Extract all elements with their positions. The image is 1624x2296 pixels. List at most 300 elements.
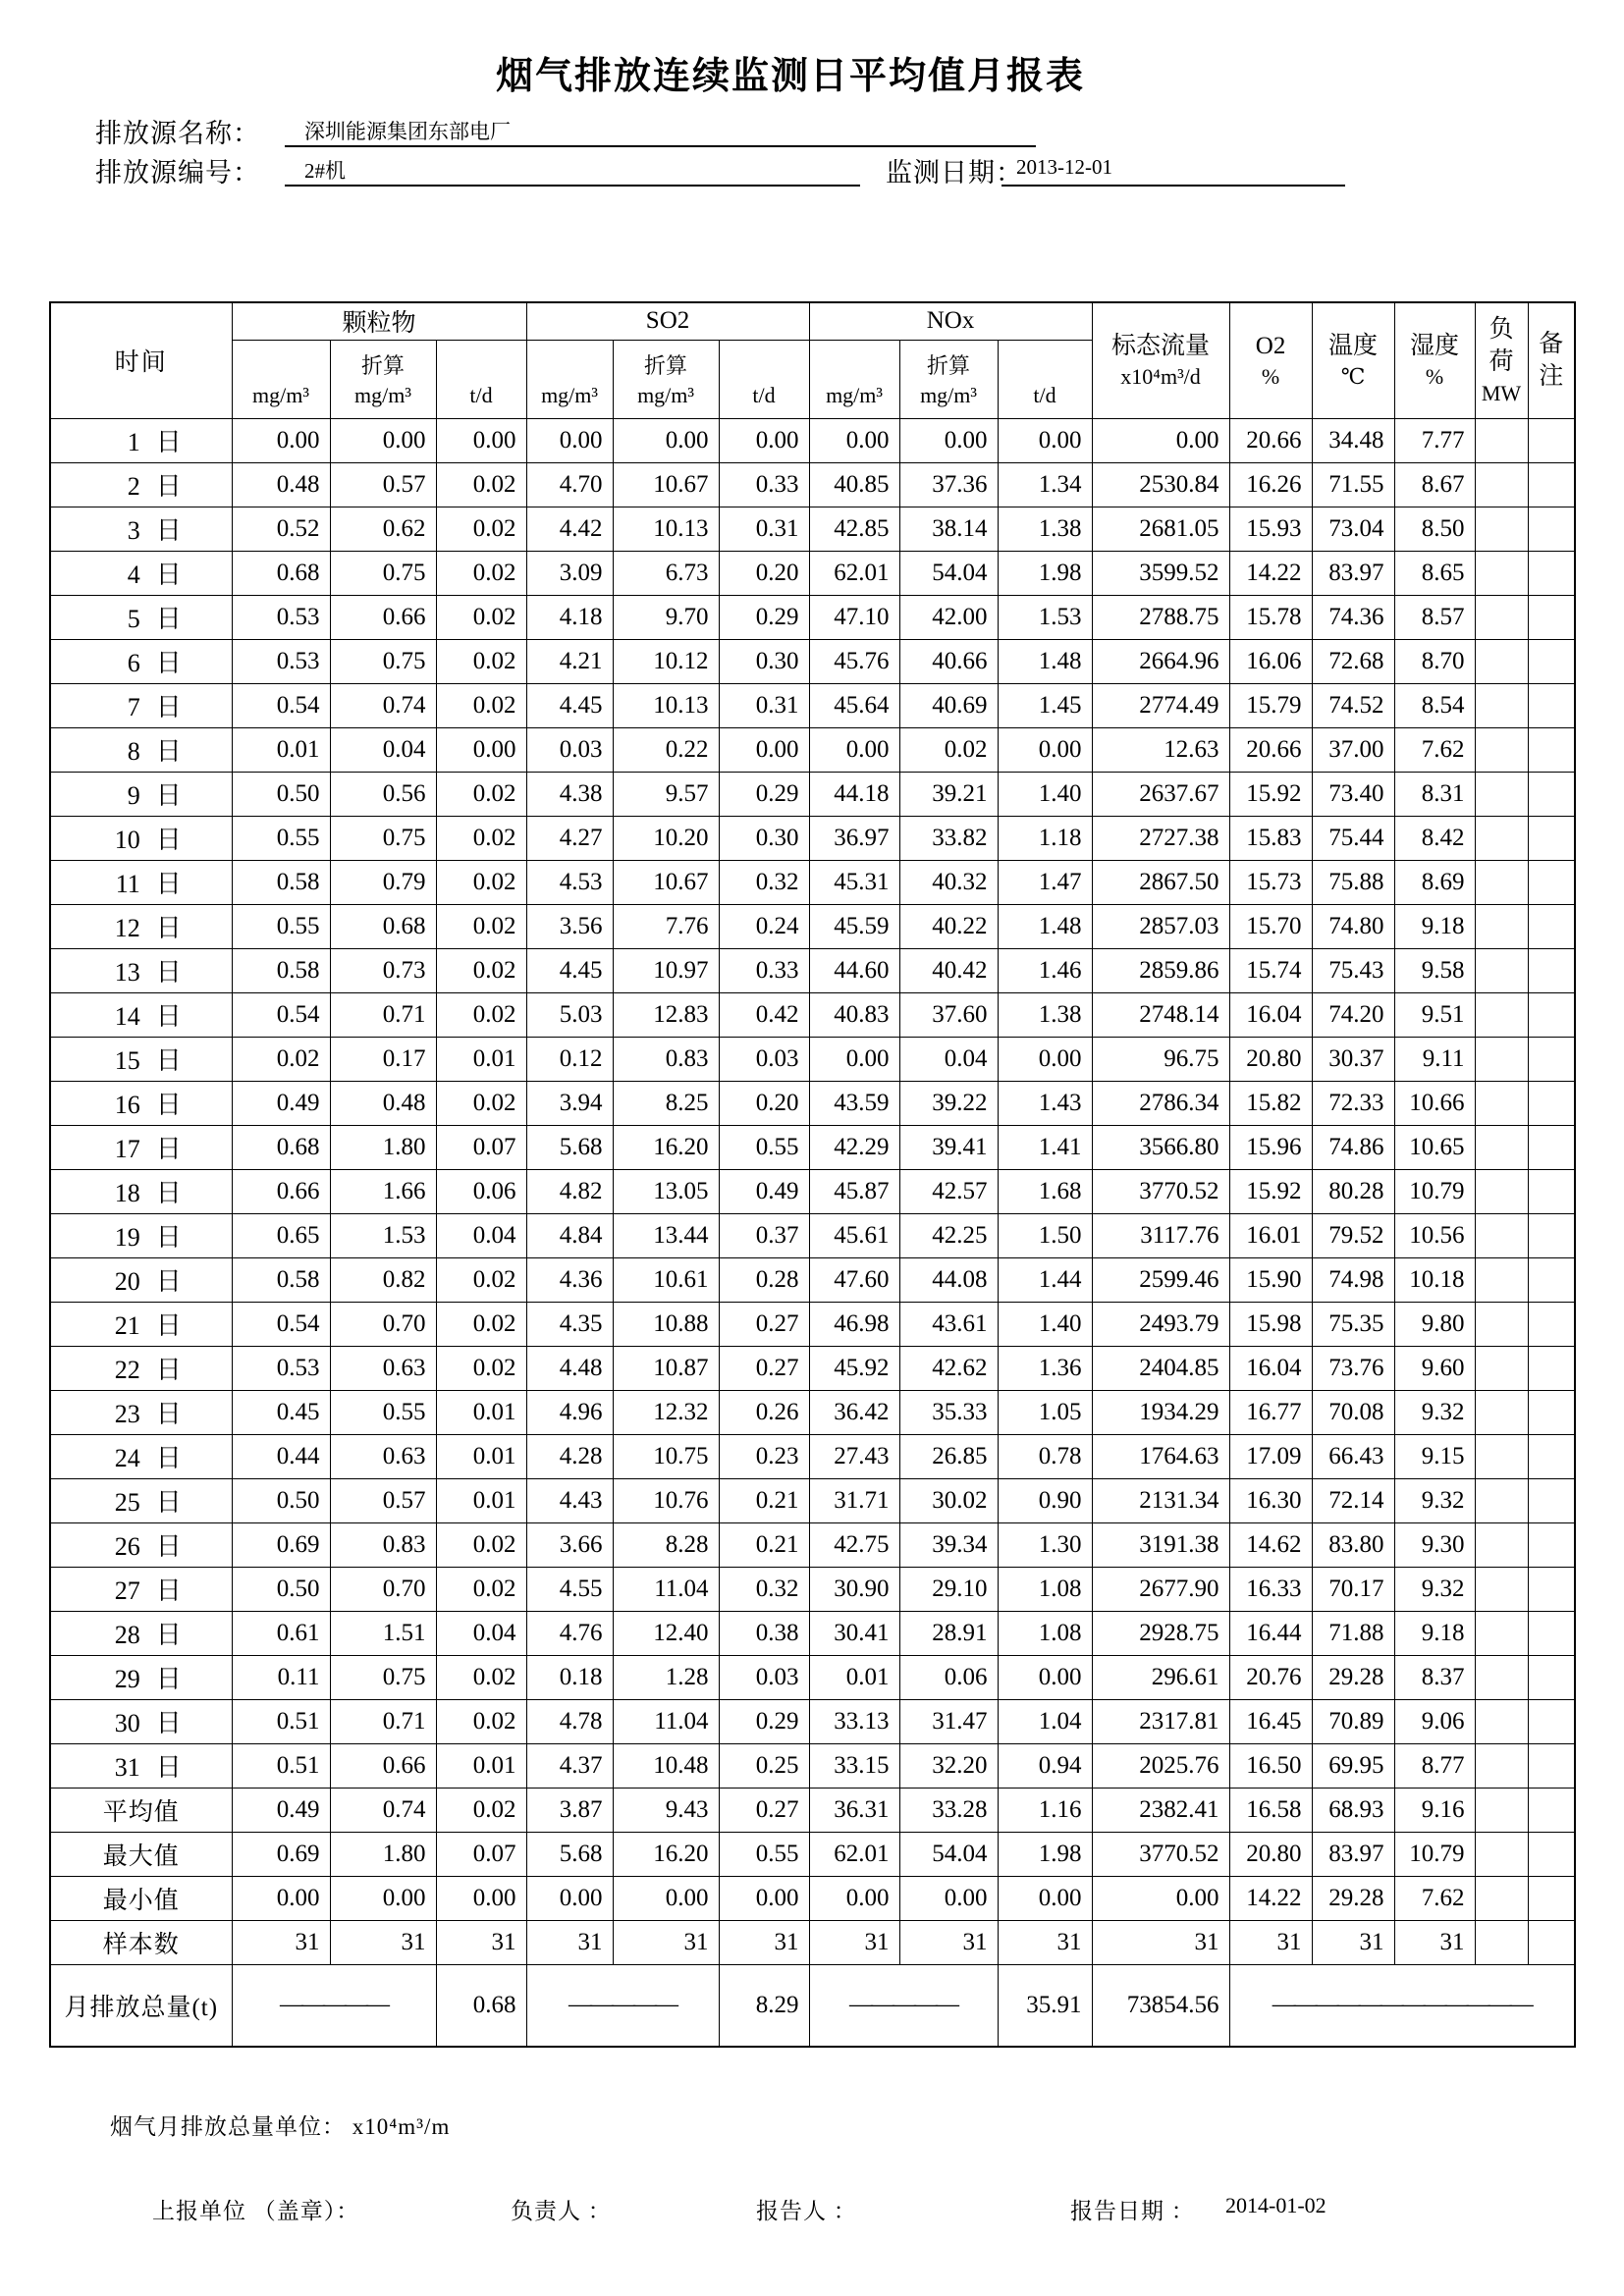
day-cell xyxy=(50,1611,232,1655)
day-number: 12 xyxy=(114,914,140,942)
day-number: 10 xyxy=(114,826,140,854)
remark-cell xyxy=(1528,595,1575,639)
value-cell: 20.80 xyxy=(1229,1832,1312,1876)
value-cell: 16.33 xyxy=(1229,1567,1312,1611)
load-cell xyxy=(1475,1390,1528,1434)
value-cell: 0.00 xyxy=(998,727,1092,772)
value-cell: 0.55 xyxy=(719,1832,809,1876)
value-cell: 10.12 xyxy=(613,639,719,683)
value-cell: 4.55 xyxy=(526,1567,613,1611)
day-suffix: 日 xyxy=(155,1311,182,1340)
load-cell xyxy=(1475,1434,1528,1478)
conv-unit: mg/m³ xyxy=(354,382,411,407)
value-cell: 0.49 xyxy=(719,1169,809,1213)
value-cell: 11.04 xyxy=(613,1699,719,1743)
value-cell: 0.00 xyxy=(809,1876,899,1920)
day-number: 23 xyxy=(114,1400,140,1428)
value-cell: 20.76 xyxy=(1229,1655,1312,1699)
value-cell: 73.04 xyxy=(1312,507,1394,551)
value-cell: 31 xyxy=(1394,1920,1475,1964)
value-cell: 70.17 xyxy=(1312,1567,1394,1611)
remark-cell xyxy=(1528,1434,1575,1478)
value-cell: 2928.75 xyxy=(1092,1611,1229,1655)
col-header-load xyxy=(1475,302,1528,418)
day-number: 27 xyxy=(114,1576,140,1605)
value-cell: 62.01 xyxy=(809,551,899,595)
value-cell: 0.65 xyxy=(232,1213,330,1257)
col-group-pm: 颗粒物 xyxy=(232,302,526,340)
value-cell: 66.43 xyxy=(1312,1434,1394,1478)
value-cell: 4.18 xyxy=(526,595,613,639)
value-cell: 1.47 xyxy=(998,860,1092,904)
remark-cell xyxy=(1528,992,1575,1037)
value-cell: 12.32 xyxy=(613,1390,719,1434)
day-cell xyxy=(50,1213,232,1257)
table-row xyxy=(50,1302,1575,1346)
value-cell: 0.68 xyxy=(232,1125,330,1169)
value-cell: 40.42 xyxy=(899,948,998,992)
value-cell: 0.58 xyxy=(232,860,330,904)
day-suffix: 日 xyxy=(155,1753,182,1782)
value-cell: 0.52 xyxy=(232,507,330,551)
value-cell: 0.70 xyxy=(330,1302,436,1346)
value-cell: 3191.38 xyxy=(1092,1522,1229,1567)
table-row xyxy=(50,948,1575,992)
day-cell xyxy=(50,1302,232,1346)
total-label: 月排放总量(t) xyxy=(50,1964,232,2047)
day-suffix: 日 xyxy=(155,1709,182,1737)
value-cell: 13.05 xyxy=(613,1169,719,1213)
value-cell: 31 xyxy=(899,1920,998,1964)
value-cell: 11.04 xyxy=(613,1567,719,1611)
conv-label: 折算 xyxy=(360,353,405,379)
value-cell: 39.34 xyxy=(899,1522,998,1567)
value-cell: 0.53 xyxy=(232,639,330,683)
value-cell: 0.53 xyxy=(232,1346,330,1390)
day-cell xyxy=(50,1257,232,1302)
value-cell: 8.67 xyxy=(1394,462,1475,507)
value-cell: 0.02 xyxy=(436,816,526,860)
value-cell: 4.37 xyxy=(526,1743,613,1788)
table-row xyxy=(50,1743,1575,1788)
value-cell: 0.66 xyxy=(330,595,436,639)
value-cell: 38.14 xyxy=(899,507,998,551)
table-row xyxy=(50,683,1575,727)
value-cell: 0.00 xyxy=(998,418,1092,462)
value-cell: 0.30 xyxy=(719,639,809,683)
remark-cell xyxy=(1528,683,1575,727)
value-cell: 0.00 xyxy=(719,1876,809,1920)
value-cell: 0.63 xyxy=(330,1346,436,1390)
value-cell: 8.70 xyxy=(1394,639,1475,683)
value-cell: 83.80 xyxy=(1312,1522,1394,1567)
value-cell: 42.85 xyxy=(809,507,899,551)
table-row xyxy=(50,992,1575,1037)
value-cell: 8.31 xyxy=(1394,772,1475,816)
value-cell: 9.70 xyxy=(613,595,719,639)
value-cell: 0.75 xyxy=(330,816,436,860)
day-suffix: 日 xyxy=(155,826,182,854)
value-cell: 20.80 xyxy=(1229,1037,1312,1081)
value-cell: 1.50 xyxy=(998,1213,1092,1257)
load-cell xyxy=(1475,1876,1528,1920)
value-cell: 42.57 xyxy=(899,1169,998,1213)
value-cell: 15.79 xyxy=(1229,683,1312,727)
value-cell: 1.80 xyxy=(330,1832,436,1876)
value-cell: 9.80 xyxy=(1394,1302,1475,1346)
day-suffix: 日 xyxy=(155,1444,182,1472)
day-cell xyxy=(50,1699,232,1743)
day-number: 13 xyxy=(114,958,140,987)
load-cell xyxy=(1475,948,1528,992)
value-cell: 7.62 xyxy=(1394,727,1475,772)
value-cell: 0.48 xyxy=(232,462,330,507)
value-cell: 0.03 xyxy=(719,1655,809,1699)
value-cell: 4.48 xyxy=(526,1346,613,1390)
day-cell xyxy=(50,551,232,595)
value-cell: 1.80 xyxy=(330,1125,436,1169)
table-row xyxy=(50,1390,1575,1434)
load-cell xyxy=(1475,1611,1528,1655)
value-cell: 1.38 xyxy=(998,507,1092,551)
value-cell: 0.75 xyxy=(330,639,436,683)
value-cell: 0.02 xyxy=(436,1081,526,1125)
day-number: 16 xyxy=(114,1091,140,1119)
table-row xyxy=(50,639,1575,683)
value-cell: 0.02 xyxy=(436,1346,526,1390)
day-number: 9 xyxy=(127,781,140,810)
load-cell xyxy=(1475,860,1528,904)
value-cell: 0.75 xyxy=(330,551,436,595)
table-body xyxy=(50,418,1575,2047)
value-cell: 2599.46 xyxy=(1092,1257,1229,1302)
table-row xyxy=(50,1788,1575,1832)
value-cell: 3566.80 xyxy=(1092,1125,1229,1169)
load-cell xyxy=(1475,1257,1528,1302)
table-row xyxy=(50,462,1575,507)
col-header-flow xyxy=(1092,302,1229,418)
day-cell xyxy=(50,639,232,683)
value-cell: 30.90 xyxy=(809,1567,899,1611)
value-cell: 13.44 xyxy=(613,1213,719,1257)
value-cell: 16.30 xyxy=(1229,1478,1312,1522)
value-cell: 15.82 xyxy=(1229,1081,1312,1125)
value-cell: 0.20 xyxy=(719,551,809,595)
value-cell: 68.93 xyxy=(1312,1788,1394,1832)
value-cell: 0.02 xyxy=(436,1302,526,1346)
table-row xyxy=(50,816,1575,860)
value-cell: 0.55 xyxy=(719,1125,809,1169)
value-cell: 0.04 xyxy=(330,727,436,772)
value-cell: 0.02 xyxy=(436,948,526,992)
value-cell: 15.83 xyxy=(1229,816,1312,860)
value-cell: 3.87 xyxy=(526,1788,613,1832)
value-cell: 0.23 xyxy=(719,1434,809,1478)
day-suffix: 日 xyxy=(155,1356,182,1384)
value-cell: 2774.49 xyxy=(1092,683,1229,727)
value-cell: 69.95 xyxy=(1312,1743,1394,1788)
table-row xyxy=(50,1655,1575,1699)
value-cell: 0.01 xyxy=(436,1743,526,1788)
value-cell: 0.01 xyxy=(436,1434,526,1478)
value-cell: 3.09 xyxy=(526,551,613,595)
day-number: 14 xyxy=(114,1002,140,1031)
day-suffix: 日 xyxy=(155,605,182,633)
value-cell: 33.15 xyxy=(809,1743,899,1788)
load-cell xyxy=(1475,1522,1528,1567)
value-cell: 0.02 xyxy=(436,462,526,507)
day-number: 19 xyxy=(114,1223,140,1252)
value-cell: 3117.76 xyxy=(1092,1213,1229,1257)
value-cell: 10.88 xyxy=(613,1302,719,1346)
value-cell: 10.65 xyxy=(1394,1125,1475,1169)
remark-cell xyxy=(1528,418,1575,462)
col-header-time: 时间 xyxy=(50,302,232,418)
day-suffix: 日 xyxy=(155,958,182,987)
value-cell: 0.27 xyxy=(719,1346,809,1390)
value-cell: 0.01 xyxy=(232,727,330,772)
value-cell: 9.32 xyxy=(1394,1390,1475,1434)
value-cell: 0.68 xyxy=(232,551,330,595)
value-cell: 1934.29 xyxy=(1092,1390,1229,1434)
value-cell: 1.98 xyxy=(998,1832,1092,1876)
remark-cell xyxy=(1528,1081,1575,1125)
source-id-label: 排放源编号： xyxy=(95,158,260,187)
value-cell: 2677.90 xyxy=(1092,1567,1229,1611)
remark-cell xyxy=(1528,816,1575,860)
value-cell: 16.04 xyxy=(1229,992,1312,1037)
value-cell: 46.98 xyxy=(809,1302,899,1346)
value-cell: 7.62 xyxy=(1394,1876,1475,1920)
value-cell: 33.28 xyxy=(899,1788,998,1832)
value-cell: 39.21 xyxy=(899,772,998,816)
value-cell: 16.26 xyxy=(1229,462,1312,507)
value-cell: 9.06 xyxy=(1394,1699,1475,1743)
remark-cell xyxy=(1528,772,1575,816)
value-cell: 75.88 xyxy=(1312,860,1394,904)
value-cell: 3770.52 xyxy=(1092,1832,1229,1876)
value-cell: 0.32 xyxy=(719,1567,809,1611)
day-cell xyxy=(50,816,232,860)
value-cell: 16.01 xyxy=(1229,1213,1312,1257)
value-cell: 2493.79 xyxy=(1092,1302,1229,1346)
value-cell: 10.87 xyxy=(613,1346,719,1390)
value-cell: 0.29 xyxy=(719,772,809,816)
day-number: 25 xyxy=(114,1488,140,1517)
value-cell: 16.44 xyxy=(1229,1611,1312,1655)
value-cell: 0.02 xyxy=(436,595,526,639)
source-id-value: 2#机 xyxy=(285,155,860,187)
table-row xyxy=(50,1699,1575,1743)
value-cell: 0.01 xyxy=(436,1478,526,1522)
monitor-date-value: 2013-12-01 xyxy=(1001,155,1345,187)
table-row xyxy=(50,1567,1575,1611)
value-cell: 1.40 xyxy=(998,1302,1092,1346)
value-cell: 4.70 xyxy=(526,462,613,507)
value-cell: 31 xyxy=(809,1920,899,1964)
load-cell xyxy=(1475,1699,1528,1743)
value-cell: 4.76 xyxy=(526,1611,613,1655)
value-cell: 33.13 xyxy=(809,1699,899,1743)
day-number: 4 xyxy=(127,561,140,589)
value-cell: 74.52 xyxy=(1312,683,1394,727)
remark-cell xyxy=(1528,1213,1575,1257)
col-header-nox-td: t/d xyxy=(998,340,1092,418)
value-cell: 16.06 xyxy=(1229,639,1312,683)
value-cell: 0.48 xyxy=(330,1081,436,1125)
day-cell xyxy=(50,683,232,727)
report-date-label: 报告日期 ： xyxy=(1070,2199,1195,2223)
value-cell: 16.20 xyxy=(613,1832,719,1876)
value-cell: 29.10 xyxy=(899,1567,998,1611)
value-cell: 31.47 xyxy=(899,1699,998,1743)
humidity-name: 湿度 xyxy=(1410,332,1460,359)
value-cell: 0.78 xyxy=(998,1434,1092,1478)
value-cell: 4.35 xyxy=(526,1302,613,1346)
value-cell: 10.67 xyxy=(613,462,719,507)
value-cell: 0.37 xyxy=(719,1213,809,1257)
remark-cell xyxy=(1528,1567,1575,1611)
day-number: 28 xyxy=(114,1621,140,1649)
value-cell: 75.43 xyxy=(1312,948,1394,992)
value-cell: 0.53 xyxy=(232,595,330,639)
value-cell: 0.62 xyxy=(330,507,436,551)
value-cell: 15.78 xyxy=(1229,595,1312,639)
source-name-label: 排放源名称： xyxy=(95,119,260,148)
value-cell: 27.43 xyxy=(809,1434,899,1478)
table-row xyxy=(50,1081,1575,1125)
value-cell: 1.68 xyxy=(998,1169,1092,1213)
day-cell xyxy=(50,1743,232,1788)
value-cell: 4.42 xyxy=(526,507,613,551)
value-cell: 0.51 xyxy=(232,1743,330,1788)
value-cell: 0.17 xyxy=(330,1037,436,1081)
value-cell: 0.58 xyxy=(232,948,330,992)
report-date-value: 2014-01-02 xyxy=(1225,2193,1326,2217)
value-cell: 0.00 xyxy=(1092,418,1229,462)
value-cell: 1.40 xyxy=(998,772,1092,816)
load-cell xyxy=(1475,727,1528,772)
day-cell xyxy=(50,948,232,992)
value-cell: 15.96 xyxy=(1229,1125,1312,1169)
value-cell: 0.54 xyxy=(232,992,330,1037)
value-cell: 0.71 xyxy=(330,992,436,1037)
day-number: 5 xyxy=(127,605,140,633)
day-number: 22 xyxy=(114,1356,140,1384)
value-cell: 1.98 xyxy=(998,551,1092,595)
day-cell xyxy=(50,1081,232,1125)
col-header-humidity xyxy=(1394,302,1475,418)
value-cell: 83.97 xyxy=(1312,1832,1394,1876)
flow-unit: x10⁴m³/d xyxy=(1120,364,1201,390)
value-cell: 10.20 xyxy=(613,816,719,860)
col-header-nox-conv xyxy=(899,340,998,418)
remark-cell xyxy=(1528,1302,1575,1346)
value-cell: 73.40 xyxy=(1312,772,1394,816)
value-cell: 45.87 xyxy=(809,1169,899,1213)
day-number: 21 xyxy=(114,1311,140,1340)
value-cell: 4.27 xyxy=(526,816,613,860)
day-suffix: 日 xyxy=(155,737,182,766)
monitor-date-label: 监测日期： xyxy=(886,158,1023,187)
value-cell: 0.02 xyxy=(436,904,526,948)
day-cell xyxy=(50,1390,232,1434)
load-cell xyxy=(1475,1655,1528,1699)
value-cell: 8.57 xyxy=(1394,595,1475,639)
value-cell: 10.66 xyxy=(1394,1081,1475,1125)
value-cell: 0.21 xyxy=(719,1478,809,1522)
value-cell: 0.42 xyxy=(719,992,809,1037)
value-cell: 0.01 xyxy=(436,1390,526,1434)
value-cell: 15.70 xyxy=(1229,904,1312,948)
value-cell: 30.37 xyxy=(1312,1037,1394,1081)
load-cell xyxy=(1475,816,1528,860)
table-row xyxy=(50,1434,1575,1478)
day-cell xyxy=(50,1346,232,1390)
day-number: 26 xyxy=(114,1532,140,1561)
page-title: 烟气排放连续监测日平均值月报表 xyxy=(495,56,1085,97)
value-cell: 43.59 xyxy=(809,1081,899,1125)
value-cell: 31 xyxy=(613,1920,719,1964)
value-cell: 0.44 xyxy=(232,1434,330,1478)
value-cell: 0.00 xyxy=(899,1876,998,1920)
value-cell: 0.45 xyxy=(232,1390,330,1434)
value-cell: 0.00 xyxy=(436,418,526,462)
value-cell: 7.77 xyxy=(1394,418,1475,462)
day-suffix: 日 xyxy=(155,1223,182,1252)
value-cell: 0.55 xyxy=(232,816,330,860)
value-cell: 0.69 xyxy=(232,1832,330,1876)
value-cell: 0.01 xyxy=(436,1037,526,1081)
value-cell: 0.29 xyxy=(719,595,809,639)
temp-name: 温度 xyxy=(1328,332,1379,359)
value-cell: 33.82 xyxy=(899,816,998,860)
value-cell: 0.00 xyxy=(809,418,899,462)
value-cell: 0.58 xyxy=(232,1257,330,1302)
day-cell xyxy=(50,992,232,1037)
col-header-o2 xyxy=(1229,302,1312,418)
value-cell: 0.63 xyxy=(330,1434,436,1478)
remark-cell xyxy=(1528,507,1575,551)
value-cell: 4.78 xyxy=(526,1699,613,1743)
value-cell: 9.60 xyxy=(1394,1346,1475,1390)
day-number: 1 xyxy=(127,428,140,456)
value-cell: 12.63 xyxy=(1092,727,1229,772)
value-cell: 8.65 xyxy=(1394,551,1475,595)
value-cell: 31 xyxy=(1092,1920,1229,1964)
value-cell: 2788.75 xyxy=(1092,595,1229,639)
value-cell: 0.49 xyxy=(232,1788,330,1832)
value-cell: 0.27 xyxy=(719,1788,809,1832)
value-cell: 72.33 xyxy=(1312,1081,1394,1125)
value-cell: 0.00 xyxy=(809,1037,899,1081)
value-cell: 70.89 xyxy=(1312,1699,1394,1743)
value-cell: 0.00 xyxy=(526,1876,613,1920)
value-cell: 2748.14 xyxy=(1092,992,1229,1037)
value-cell: 1.36 xyxy=(998,1346,1092,1390)
value-cell: 42.00 xyxy=(899,595,998,639)
load-cell xyxy=(1475,1125,1528,1169)
remark-cell xyxy=(1528,1125,1575,1169)
table-row xyxy=(50,1037,1575,1081)
value-cell: 36.97 xyxy=(809,816,899,860)
value-cell: 31 xyxy=(436,1920,526,1964)
remark-cell xyxy=(1528,1788,1575,1832)
value-cell: 0.00 xyxy=(526,418,613,462)
value-cell: 0.32 xyxy=(719,860,809,904)
value-cell: 42.75 xyxy=(809,1522,899,1567)
value-cell: 0.02 xyxy=(436,1699,526,1743)
